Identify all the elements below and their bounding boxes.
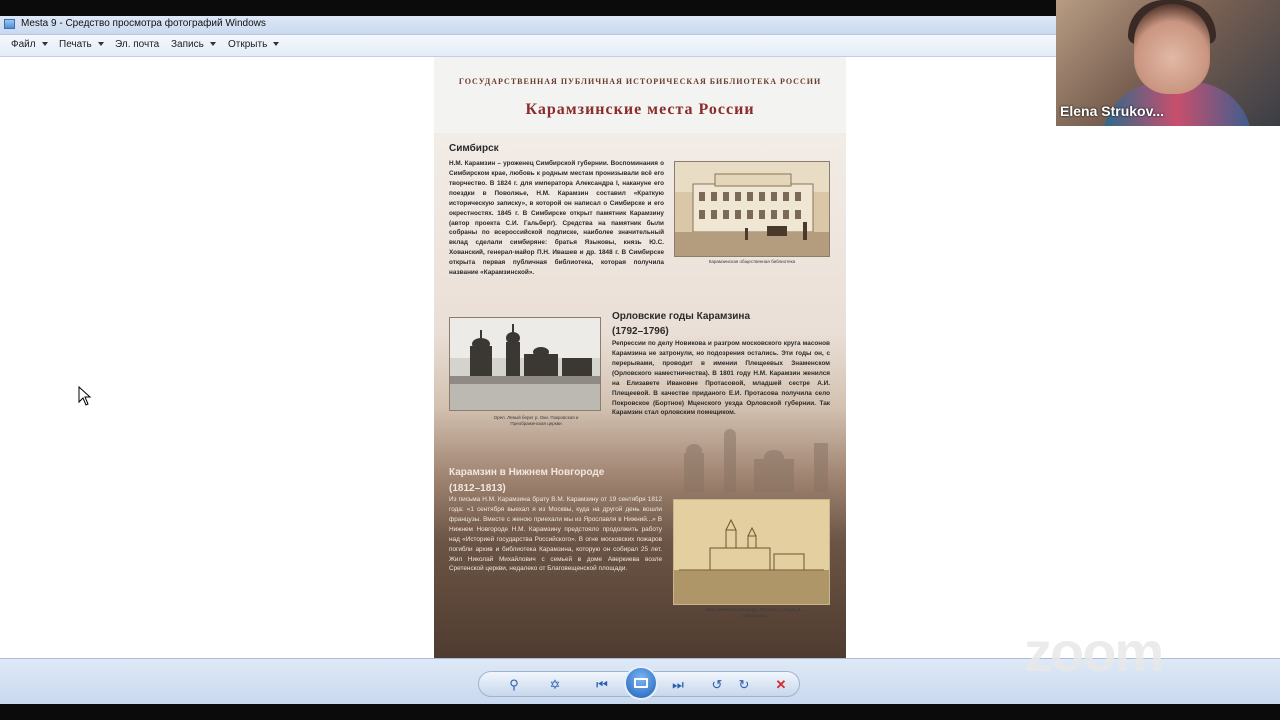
simbirsk-caption: Карамзинская общественная библиотека <box>708 259 796 264</box>
next-icon[interactable]: ⏭ <box>672 677 684 692</box>
chevron-down-icon <box>273 42 279 46</box>
menu-email-label: Эл. почта <box>115 39 160 50</box>
orel-photo <box>449 317 601 411</box>
title-bar <box>0 16 1056 35</box>
simbirsk-text: Н.М. Карамзин – уроженец Симбирской губернии. Воспоминания о Симбирском крае, любовь к родным местам пронизывали всё его творчество. В 1824 г. для императора Александра I, накануне его поездки в Поволжье, Н.М. Карамзин составил «Краткую историческую записку», в которой он написал о Симбирске и его окрестностях. 1845 г. В Симбирске открыт памятник Карамзину (автор проекта С.И. Гальберг). Средства на памятник были собраны по всероссийской подписке, наиболее значительный вклад сделали симбиряне: братья Языковы, князь Ю.С. Хованский, генерал-майор П.Н. Ивашев и др. 1848 г. В Симбирске открыта первая публичная библиотека, которая получила название «Карамзинской». <box>449 160 664 277</box>
menu-print-label: Печать <box>59 39 92 50</box>
participant-name: Elena Strukov... <box>1060 103 1164 119</box>
bottom-black-bar <box>0 704 1280 720</box>
poster-title: Карамзинские места России <box>525 101 755 118</box>
slideshow-button[interactable] <box>624 666 658 700</box>
chevron-down-icon <box>210 42 216 46</box>
menu-email[interactable] <box>115 39 159 50</box>
chevron-down-icon <box>42 42 48 46</box>
menu-file[interactable] <box>11 39 48 50</box>
zoom-icon[interactable]: ⚲ <box>509 677 519 692</box>
slideshow-icon <box>634 678 648 688</box>
church-silhouette <box>674 423 844 493</box>
rotate-left-icon[interactable]: ↺ <box>711 677 723 692</box>
library-building-illustration <box>675 162 829 256</box>
menu-file-label: Файл <box>11 39 36 50</box>
menu-bar <box>0 35 1056 57</box>
zoom-logo: zoom <box>1024 620 1163 683</box>
delete-icon[interactable]: ✕ <box>775 677 787 692</box>
prev-icon[interactable]: ⏮ <box>596 677 608 692</box>
menu-open[interactable] <box>228 39 279 50</box>
simbirsk-heading: Симбирск <box>449 143 499 154</box>
library-photo <box>674 161 830 257</box>
fit-icon[interactable]: ✡ <box>549 677 561 692</box>
orel-church-illustration <box>450 318 600 410</box>
chevron-down-icon <box>98 42 104 46</box>
novgorod-heading: Карамзин в Нижнем Новгороде (1812–1813) <box>449 467 605 494</box>
image-viewport[interactable] <box>0 57 1280 658</box>
menu-burn[interactable] <box>171 39 216 50</box>
poster-header <box>434 57 846 133</box>
orel-heading: Орловские годы Карамзина (1792–1796) <box>612 311 751 337</box>
poster-image <box>434 57 846 658</box>
mouse-cursor-icon <box>78 386 92 406</box>
participant-face <box>1134 4 1210 94</box>
menu-print[interactable] <box>59 39 104 50</box>
orel-caption: Орел. Левый берег р. Оки. Покровская и Преображенская церкви <box>493 415 579 427</box>
window-title: Mesta 9 - Средство просмотра фотографий Windows <box>21 18 266 29</box>
poster-body <box>434 133 846 658</box>
rotate-right-icon[interactable]: ↻ <box>738 677 750 692</box>
app-icon <box>4 19 15 29</box>
novgorod-caption: Вид Нижнего Новгорода. Рисунок с натуры Д. Григорьева <box>706 607 802 619</box>
orel-text: Репрессии по делу Новикова и разгром московского круга масонов Карамзина не затронули, но подозрения остались. Эти годы он, с перерывами, проводит в имении Плещеевых Знаменском (Орловского наместничества). В 1801 году Н.М. Карамзин женился на Елизавете Ивановне Протасовой, младшей сестре А.И. Плещеевой. В качестве приданого Е.И. Протасова получила село Покровское (Бортное) Мценского уезда Орловской губернии. Так Карамзин стал орловским помещиком. <box>612 340 830 417</box>
novgorod-text: Из письма Н.М. Карамзина брату В.М. Карамзину от 19 сентября 1812 года: «1 сентября выехал я из Москвы, куда на другой день вошли французы. Вместе с женою приехали мы из Ярославля в Нижний...» В Нижнем Новгороде Н.М. Карамзину предстояло продолжить работу над «Историей государства Российского». В огне московских пожаров погибли архив и библиотека Карамзина, которую он собирал 25 лет. Жил Николай Михайлович с семьей в доме Аверкиева возле Сретенской церкви, недалеко от Благовещенской площади. <box>449 496 662 573</box>
zoom-video-tile[interactable] <box>1056 0 1280 126</box>
menu-open-label: Открыть <box>228 39 268 50</box>
novgorod-drawing <box>673 499 830 605</box>
novgorod-illustration <box>674 500 829 604</box>
menu-burn-label: Запись <box>171 39 204 50</box>
poster-subtitle: ГОСУДАРСТВЕННАЯ ПУБЛИЧНАЯ ИСТОРИЧЕСКАЯ БИБЛИОТЕКА РОССИИ <box>458 77 822 86</box>
